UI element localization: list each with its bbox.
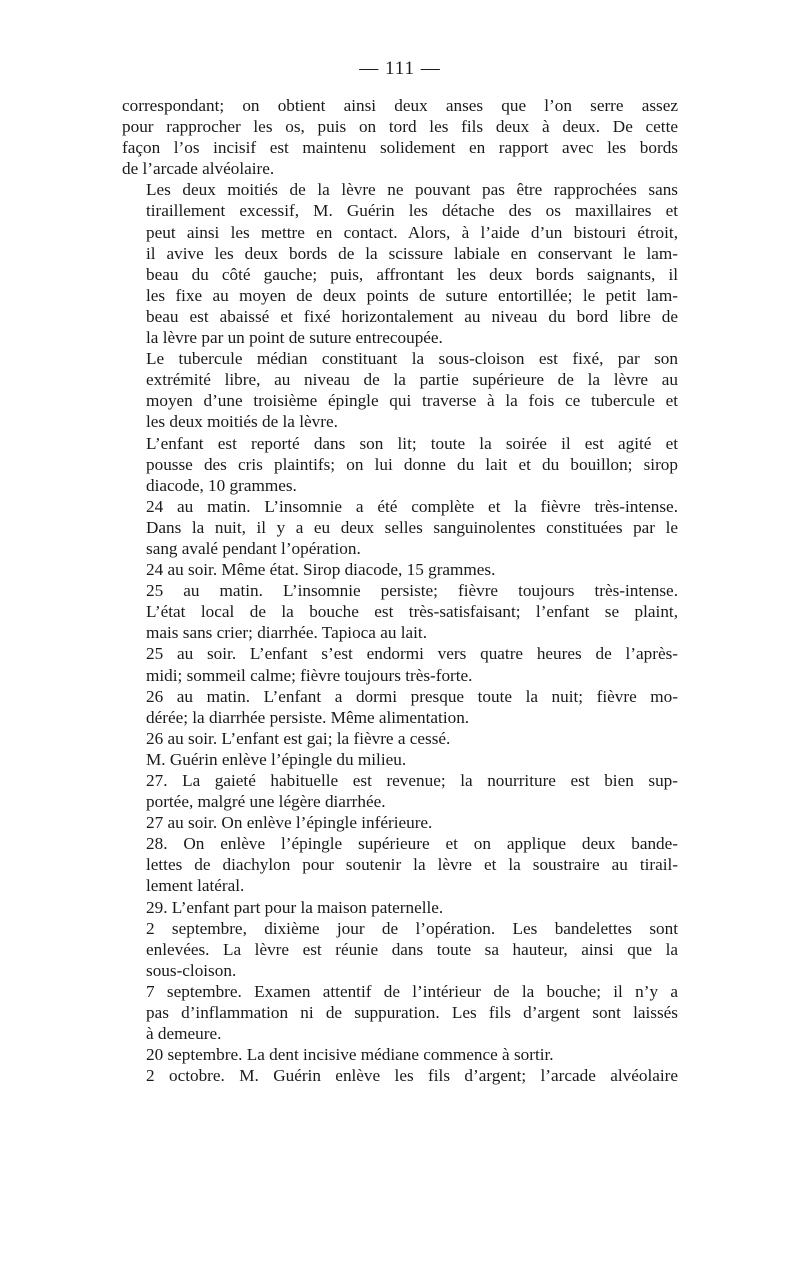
text-line: L’enfant est reporté dans son lit; toute la soirée il est agité et — [146, 433, 678, 453]
page-number: — 111 — — [359, 58, 441, 79]
paragraph — [122, 496, 678, 559]
text-line: midi; sommeil calme; fièvre toujours très-forte. — [146, 665, 473, 685]
text-line: à demeure. — [146, 1024, 222, 1044]
paragraph — [122, 559, 678, 580]
text-line: extrémité libre, au niveau de la partie supérieure de la lèvre au — [146, 370, 678, 390]
paragraph — [122, 348, 678, 432]
text-line: 27 au soir. On enlève l’épingle inférieure. — [146, 813, 433, 833]
text-line: 24 au soir. Même état. Sirop diacode, 15 grammes. — [146, 560, 496, 580]
paragraph — [122, 686, 678, 728]
text-line: Le tubercule médian constituant la sous-cloison est fixé, par son — [146, 349, 678, 369]
text-line: beau du côté gauche; puis, affrontant les deux bords saignants, il — [146, 264, 678, 284]
paragraph — [122, 897, 678, 918]
paragraph — [122, 918, 678, 981]
paragraph — [122, 179, 678, 348]
text-line: 29. L’enfant part pour la maison paternelle. — [146, 897, 444, 917]
text-line: sang avalé pendant l’opération. — [146, 538, 361, 558]
paragraph — [122, 580, 678, 643]
text-line: 2 octobre. M. Guérin enlève les fils d’argent; l’arcade alvéolaire — [146, 1066, 678, 1086]
text-line: pousse des cris plaintifs; on lui donne du lait et du bouillon; sirop — [146, 454, 678, 474]
text-line: 25 au soir. L’enfant s’est endormi vers quatre heures de l’après- — [146, 644, 678, 664]
text-line: 27. La gaieté habituelle est revenue; la nourriture est bien sup- — [146, 771, 678, 790]
paragraph — [122, 728, 678, 749]
text-line: façon l’os incisif est maintenu solidement en rapport avec les bords — [122, 138, 678, 158]
text-line: 26 au soir. L’enfant est gai; la fièvre a cessé. — [146, 728, 451, 748]
text-line: dérée; la diarrhée persiste. Même alimentation. — [146, 707, 470, 727]
text-line: 2 septembre, dixième jour de l’opération. Les bandelettes sont — [146, 918, 678, 938]
text-line: correspondant; on obtient ainsi deux anses que l’on serre assez — [122, 96, 678, 115]
paragraph — [122, 770, 678, 812]
text-line: 20 septembre. La dent incisive médiane commence à sortir. — [146, 1045, 554, 1065]
text-line: 26 au matin. L’enfant a dormi presque toute la nuit; fièvre mo- — [146, 686, 678, 706]
text-line: Les deux moitiés de la lèvre ne pouvant pas être rapprochées sans — [146, 180, 678, 200]
text-line: 25 au matin. L’insomnie persiste; fièvre toujours très-intense. — [146, 581, 678, 601]
text-line: 7 septembre. Examen attentif de l’intérieur de la bouche; il n’y a — [146, 981, 678, 1001]
text-line: moyen d’une troisième épingle qui traverse à la fois ce tubercule et — [146, 391, 678, 411]
text-line: diacode, 10 grammes. — [146, 475, 297, 495]
text-line: beau est abaissé et fixé horizontalement au niveau du bord libre de — [146, 306, 678, 326]
text-line: la lèvre par un point de suture entrecoupée. — [146, 328, 443, 348]
text-line: il avive les deux bords de la scissure labiale en conservant le lam- — [146, 243, 678, 263]
text-line: pas d’inflammation ni de suppuration. Les fils d’argent sont laissés — [146, 1003, 678, 1023]
text-line: portée, malgré une légère diarrhée. — [146, 792, 386, 812]
text-line: L’état local de la bouche est très-satisfaisant; l’enfant se plaint, — [146, 602, 678, 622]
paragraph — [122, 433, 678, 496]
paragraph — [122, 812, 678, 833]
text-line: 24 au matin. L’insomnie a été complète et la fièvre très-intense. — [146, 496, 678, 516]
paragraph — [122, 749, 678, 770]
paragraph — [122, 833, 678, 896]
text-line: tiraillement excessif, M. Guérin les détache des os maxillaires et — [146, 201, 678, 221]
text-line: mais sans crier; diarrhée. Tapioca au lait. — [146, 623, 427, 643]
text-line: peut ainsi les mettre en contact. Alors, à l’aide d’un bistouri étroit, — [146, 222, 678, 242]
paragraph — [122, 95, 678, 179]
text-line: Dans la nuit, il y a eu deux selles sanguinolentes constituées par le — [146, 517, 678, 537]
paragraph — [122, 981, 678, 1044]
text-line: de l’arcade alvéolaire. — [122, 159, 275, 179]
text-line: 28. On enlève l’épingle supérieure et on applique deux bande- — [146, 834, 678, 854]
text-line: pour rapprocher les os, puis on tord les fils deux à deux. De cette — [122, 117, 678, 137]
text-line: M. Guérin enlève l’épingle du milieu. — [146, 749, 407, 769]
text-line: les deux moitiés de la lèvre. — [146, 412, 338, 432]
paragraph — [122, 643, 678, 685]
paragraph — [122, 1044, 678, 1065]
paragraph — [122, 1065, 678, 1086]
text-line: sous-cloison. — [146, 960, 237, 980]
text-line: les fixe au moyen de deux points de suture entortillée; le petit lam- — [146, 285, 678, 305]
text-line: enlevées. La lèvre est réunie dans toute sa hauteur, ainsi que la — [146, 939, 678, 959]
text-line: lettes de diachylon pour soutenir la lèvre et la soustraire au tirail- — [146, 855, 678, 875]
body-text — [122, 95, 678, 1086]
text-line: lement latéral. — [146, 876, 245, 896]
